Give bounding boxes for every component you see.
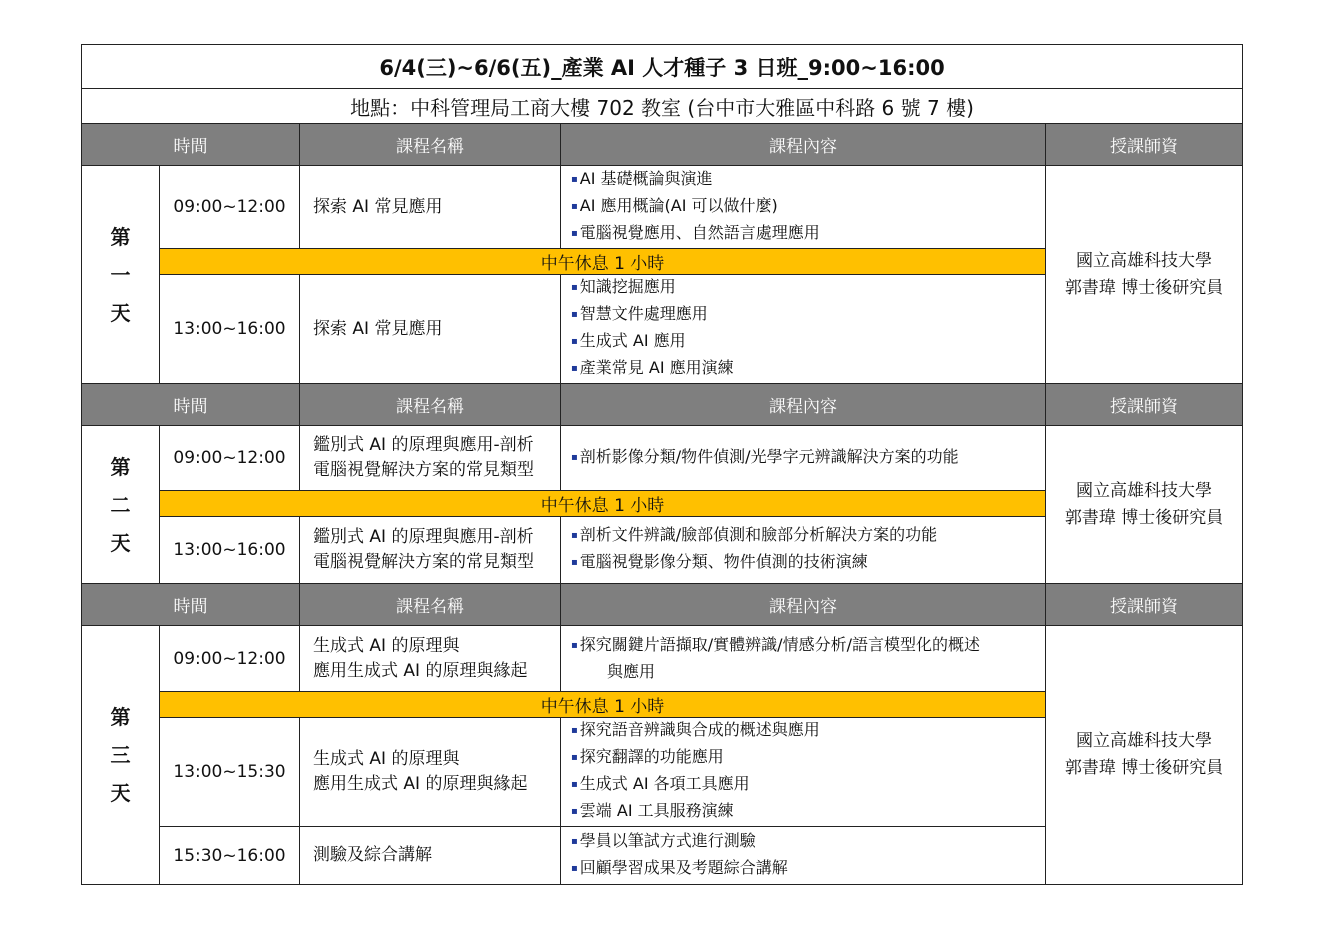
session-row [82,626,1243,692]
day-label: 第 一 天 [82,166,160,384]
schedule-table [81,44,1243,885]
header-time: 時間 [82,124,300,166]
header-teacher: 授課師資 [1046,384,1243,426]
session-course: 生成式 AI 的原理與 應用生成式 AI 的原理與緣起 [300,626,561,692]
session-course: 鑑別式 AI 的原理與應用-剖析 電腦視覺解決方案的常見類型 [300,426,561,491]
header-course: 課程名稱 [300,124,561,166]
session-row [82,166,1243,249]
session-course: 鑑別式 AI 的原理與應用-剖析 電腦視覺解決方案的常見類型 [300,517,561,584]
session-time: 09:00~12:00 [160,626,300,692]
header-course: 課程名稱 [300,584,561,626]
header-content: 課程內容 [561,124,1046,166]
header-teacher: 授課師資 [1046,584,1243,626]
location-text: 地點：中科管理局工商大樓 702 教室 (台中市大雅區中科路 6 號 7 樓) [82,89,1243,124]
day-label: 第 三 天 [82,626,160,885]
session-content: ▪ 剖析文件辨識/臉部偵測和臉部分析解決方案的功能 ▪ 電腦視覺影像分類、物件偵測的技術演練 [561,517,1046,584]
teacher-cell: 國立高雄科技大學 郭書瑋 博士後研究員 [1046,166,1243,384]
header-time: 時間 [82,384,300,426]
teacher-cell: 國立高雄科技大學 郭書瑋 博士後研究員 [1046,426,1243,584]
session-time: 13:00~15:30 [160,718,300,827]
header-content: 課程內容 [561,384,1046,426]
session-time: 09:00~12:00 [160,166,300,249]
session-course: 探索 AI 常見應用 [300,275,561,384]
lunch-break: 中午休息 1 小時 [160,249,1046,275]
lunch-break: 中午休息 1 小時 [160,692,1046,718]
teacher-cell: 國立高雄科技大學 郭書瑋 博士後研究員 [1046,626,1243,885]
session-content: ▪ 探究語音辨識與合成的概述與應用 ▪ 探究翻譯的功能應用 ▪ 生成式 AI 各項工具應用 ▪ 雲端 AI 工具服務演練 [561,718,1046,827]
day-label: 第 二 天 [82,426,160,584]
session-content: ▪ 知識挖掘應用 ▪ 智慧文件處理應用 ▪ 生成式 AI 應用 ▪ 產業常見 AI 應用演練 [561,275,1046,384]
session-content: ▪ 探究關鍵片語擷取/實體辨識/情感分析/語言模型化的概述 與應用 [561,626,1046,692]
session-course: 生成式 AI 的原理與 應用生成式 AI 的原理與緣起 [300,718,561,827]
header-row [82,584,1243,626]
header-time: 時間 [82,584,300,626]
session-time: 09:00~12:00 [160,426,300,491]
header-teacher: 授課師資 [1046,124,1243,166]
header-content: 課程內容 [561,584,1046,626]
lunch-break: 中午休息 1 小時 [160,491,1046,517]
session-row [82,426,1243,491]
session-content: ▪ 剖析影像分類/物件偵測/光學字元辨識解決方案的功能 [561,426,1046,491]
page-title: 6/4(三)~6/6(五)_產業 AI 人才種子 3 日班_9:00~16:00 [82,45,1243,89]
session-content: ▪ 學員以筆試方式進行測驗 ▪ 回顧學習成果及考題綜合講解 [561,827,1046,885]
session-course: 測驗及綜合講解 [300,827,561,885]
session-course: 探索 AI 常見應用 [300,166,561,249]
header-row [82,384,1243,426]
session-time: 13:00~16:00 [160,275,300,384]
session-time: 15:30~16:00 [160,827,300,885]
header-row [82,124,1243,166]
session-content: ▪ AI 基礎概論與演進 ▪ AI 應用概論(AI 可以做什麼) ▪ 電腦視覺應用、自然語言處理應用 [561,166,1046,249]
schedule-document [81,44,1242,886]
header-course: 課程名稱 [300,384,561,426]
session-time: 13:00~16:00 [160,517,300,584]
